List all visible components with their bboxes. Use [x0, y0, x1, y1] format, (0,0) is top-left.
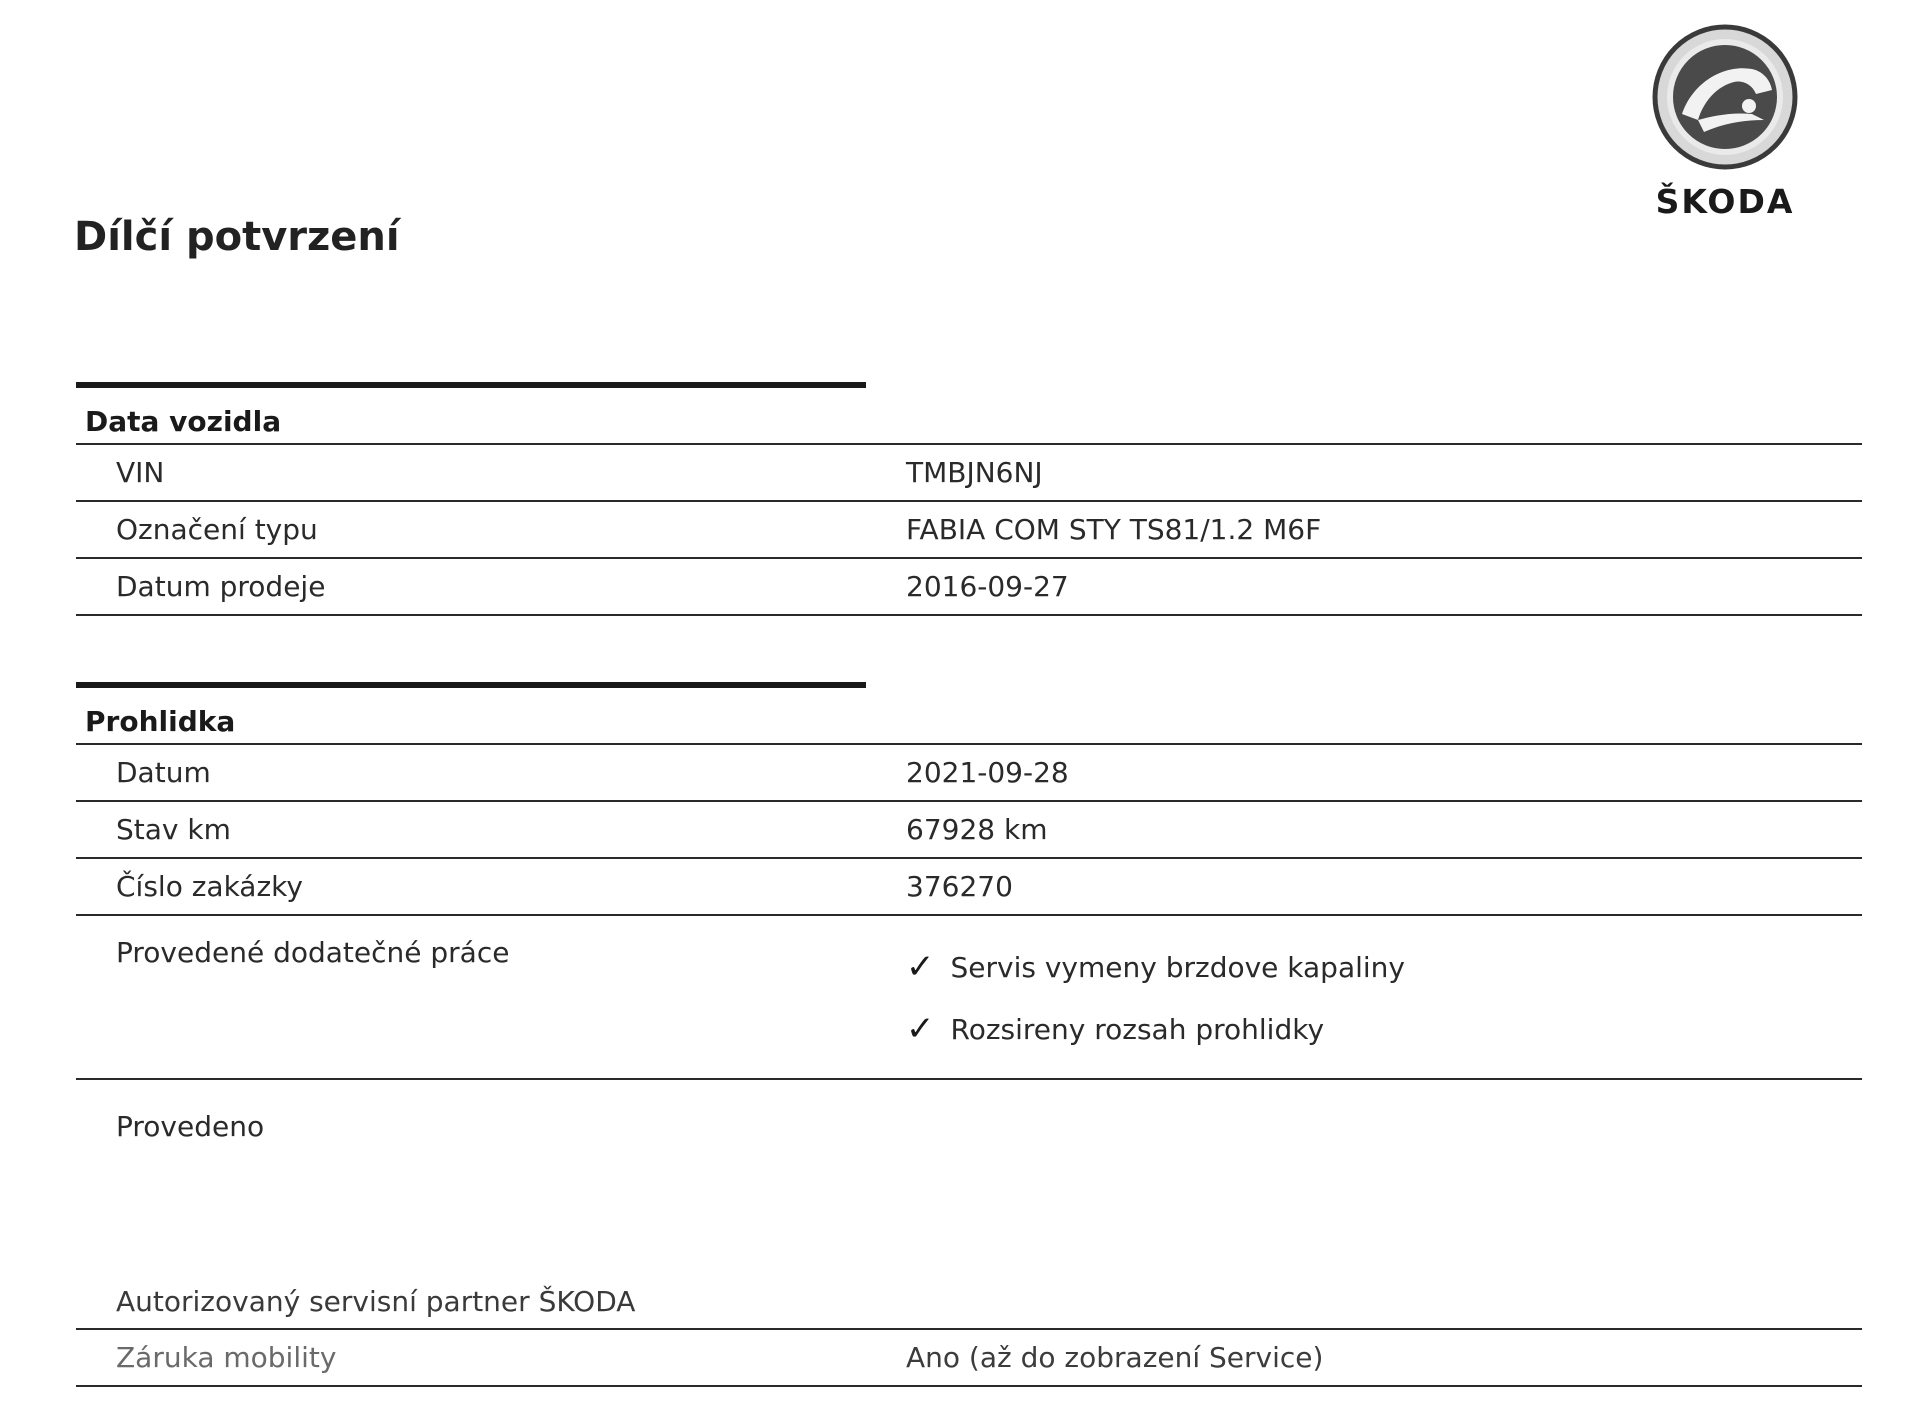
work-item-text: Servis vymeny brzdove kapaliny [950, 950, 1405, 984]
vehicle-row-vin [76, 445, 1862, 502]
field-value: 376270 [906, 870, 1013, 903]
vehicle-row-type [76, 502, 1862, 559]
vehicle-row-sale-date [76, 559, 1862, 616]
work-item-text: Rozsireny rozsah prohlidky [950, 1012, 1325, 1046]
field-value: TMBJN6NJ [906, 456, 1043, 489]
inspection-row-mileage [76, 802, 1862, 859]
field-value: Ano (až do zobrazení Service) [906, 1341, 1324, 1374]
skoda-logo [1640, 24, 1810, 221]
inspection-row-mobility [76, 1330, 1862, 1387]
brand-name: ŠKODA [1655, 182, 1795, 221]
field-value: 2016-09-27 [906, 570, 1069, 603]
field-value: 2021-09-28 [906, 756, 1069, 789]
skoda-emblem-icon [1652, 24, 1798, 170]
section-title-vehicle: Data vozidla [76, 388, 1862, 445]
inspection-row-extra-work [76, 916, 1862, 1080]
section-title-inspection: Prohlidka [76, 688, 1862, 745]
field-label: Datum [116, 756, 211, 789]
page-title: Dílčí potvrzení [74, 214, 400, 260]
field-label: VIN [116, 456, 165, 489]
field-label: Provedeno [116, 1110, 265, 1143]
list-item [906, 936, 1862, 998]
inspection-row-performed [76, 1080, 1862, 1330]
field-label: Záruka mobility [116, 1341, 337, 1374]
inspection-row-order-number [76, 859, 1862, 916]
inspection-section [76, 682, 1862, 1387]
field-value: 67928 km [906, 813, 1048, 846]
field-label: Stav km [116, 813, 231, 846]
field-label: Označení typu [116, 513, 318, 546]
partner-label: Autorizovaný servisní partner ŠKODA [116, 1285, 636, 1318]
field-label: Datum prodeje [116, 570, 326, 603]
field-label: Číslo zakázky [116, 870, 303, 903]
extra-work-list [906, 936, 1862, 1060]
checkmark-icon: ✓ [906, 1009, 935, 1049]
checkmark-icon: ✓ [906, 947, 935, 987]
field-label: Provedené dodatečné práce [116, 936, 510, 969]
vehicle-data-section [76, 382, 1862, 616]
inspection-row-date [76, 745, 1862, 802]
list-item [906, 998, 1862, 1060]
field-value: FABIA COM STY TS81/1.2 M6F [906, 513, 1322, 546]
